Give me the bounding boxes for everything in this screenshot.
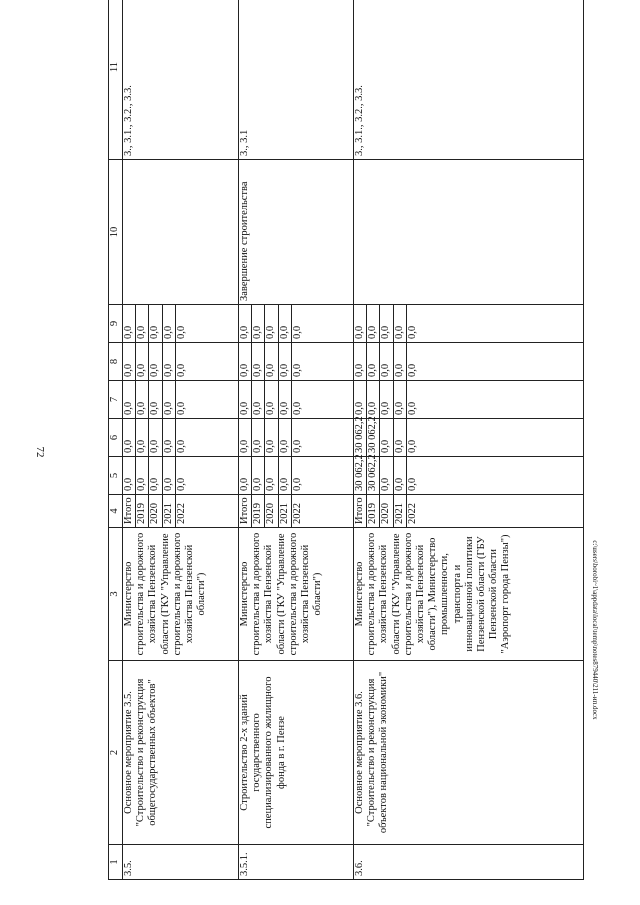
col-header-1: 1 bbox=[109, 845, 123, 880]
year: 2019 bbox=[136, 495, 149, 527]
value: 0,0 bbox=[354, 343, 367, 380]
value: 0,0 bbox=[252, 419, 265, 456]
value: 0,0 bbox=[123, 457, 136, 494]
value: 0,0 bbox=[123, 305, 136, 342]
value: 0,0 bbox=[406, 363, 418, 377]
expected-result: Завершение строительства bbox=[239, 160, 354, 305]
year: 2020 bbox=[380, 495, 393, 527]
col8-values bbox=[354, 343, 584, 381]
value: 0,0 bbox=[136, 381, 149, 418]
year: 2022 bbox=[406, 503, 418, 524]
year-total: Итого bbox=[239, 495, 252, 527]
value: 0,0 bbox=[163, 457, 176, 494]
value: 0,0 bbox=[123, 343, 136, 380]
value: 30 062,2 bbox=[354, 419, 367, 456]
value: 0,0 bbox=[239, 343, 252, 380]
value: 0,0 bbox=[394, 457, 407, 494]
value: 0,0 bbox=[163, 343, 176, 380]
value: 0,0 bbox=[149, 457, 162, 494]
value: 0,0 bbox=[279, 305, 292, 342]
value: 0,0 bbox=[175, 325, 187, 339]
value: 30 062,2 bbox=[354, 457, 367, 494]
value: 0,0 bbox=[380, 457, 393, 494]
col5-values bbox=[123, 457, 239, 495]
col9-values bbox=[354, 305, 584, 343]
year: 2021 bbox=[394, 495, 407, 527]
col7-values bbox=[354, 381, 584, 419]
value: 0,0 bbox=[123, 381, 136, 418]
rotated-table-wrapper bbox=[108, 15, 583, 880]
year-total: Итого bbox=[123, 495, 136, 527]
value: 30 062,2 bbox=[367, 419, 380, 456]
value: 0,0 bbox=[394, 419, 407, 456]
col9-values bbox=[239, 305, 354, 343]
year: 2019 bbox=[367, 495, 380, 527]
value: 0,0 bbox=[239, 419, 252, 456]
value: 30 062,2 bbox=[367, 457, 380, 494]
value: 0,0 bbox=[265, 381, 278, 418]
value: 0,0 bbox=[123, 419, 136, 456]
col8-values bbox=[123, 343, 239, 381]
value: 0,0 bbox=[406, 401, 418, 415]
value: 0,0 bbox=[149, 419, 162, 456]
col-header-3: 3 bbox=[109, 528, 123, 661]
value: 0,0 bbox=[291, 401, 303, 415]
col-header-9: 9 bbox=[109, 305, 123, 343]
value: 0,0 bbox=[354, 305, 367, 342]
table-row bbox=[239, 0, 354, 880]
years-cell bbox=[123, 495, 239, 528]
table-row bbox=[123, 0, 239, 880]
page-number: 72 bbox=[34, 446, 46, 458]
executor: Министерство строительства и дорожного хозяйства Пензенской области (ГКУ "Управление строительства и дорожного хозяйства Пензенской области") bbox=[239, 528, 354, 661]
value: 0,0 bbox=[239, 457, 252, 494]
value: 0,0 bbox=[406, 325, 418, 339]
expected-result bbox=[123, 160, 239, 305]
activity-name: Основное мероприятие 3.5. "Строительство и реконструкция общегосударственных объектов" bbox=[123, 661, 239, 845]
col6-values bbox=[354, 416, 584, 457]
value: 0,0 bbox=[175, 401, 187, 415]
value: 0,0 bbox=[380, 381, 393, 418]
value: 0,0 bbox=[367, 343, 380, 380]
value: 0,0 bbox=[394, 381, 407, 418]
value: 0,0 bbox=[265, 419, 278, 456]
value: 0,0 bbox=[279, 419, 292, 456]
value: 0,0 bbox=[367, 305, 380, 342]
col5-values bbox=[239, 457, 354, 495]
year: 2022 bbox=[291, 503, 303, 524]
value: 0,0 bbox=[354, 381, 367, 418]
col6-values bbox=[239, 419, 354, 457]
executor: Министерство строительства и дорожного хозяйства Пензенской области (ГКУ "Управление строительства и дорожного хозяйства Пензенской области") bbox=[123, 528, 239, 661]
value: 0,0 bbox=[367, 381, 380, 418]
value: 0,0 bbox=[291, 363, 303, 377]
value: 0,0 bbox=[252, 305, 265, 342]
executor: Министерство строительства и дорожного хозяйства Пензенской области (ГКУ "Управление строительства и дорожного хозяйства Пензенской области"), Министерство промышленности, транспорта и инновационной политики Пензенской области (ГБУ Пензенской области "Аэропорт города Пензы") bbox=[354, 528, 584, 661]
value: 0,0 bbox=[265, 457, 278, 494]
col5-values bbox=[354, 454, 584, 495]
value: 0,0 bbox=[279, 343, 292, 380]
col-header-8: 8 bbox=[109, 343, 123, 381]
value: 0,0 bbox=[149, 343, 162, 380]
value: 0,0 bbox=[175, 363, 187, 377]
value: 0,0 bbox=[252, 343, 265, 380]
indicator-link: 3., 3.1 bbox=[239, 0, 354, 160]
row-number: 3.5. bbox=[123, 845, 239, 880]
indicator-link: 3., 3.1., 3.2., 3.3. bbox=[123, 0, 239, 160]
year: 2022 bbox=[175, 503, 187, 524]
year: 2021 bbox=[163, 495, 176, 527]
value: 0,0 bbox=[279, 381, 292, 418]
value: 0,0 bbox=[239, 305, 252, 342]
value: 0,0 bbox=[149, 381, 162, 418]
value: 0,0 bbox=[265, 343, 278, 380]
years-cell bbox=[354, 495, 584, 528]
value: 0,0 bbox=[291, 439, 303, 453]
col6-values bbox=[123, 419, 239, 457]
value: 0,0 bbox=[394, 305, 407, 342]
expected-result bbox=[354, 160, 584, 305]
value: 0,0 bbox=[406, 477, 418, 491]
value: 0,0 bbox=[149, 305, 162, 342]
indicator-link: 3., 3.1., 3.2., 3.3. bbox=[354, 0, 584, 160]
col-header-6: 6 bbox=[109, 419, 123, 457]
activity-name: Основное мероприятие 3.6. "Строительство и реконструкция объектов национальной экономики" bbox=[354, 661, 584, 845]
row-number: 3.6. bbox=[354, 845, 584, 880]
value: 0,0 bbox=[175, 439, 187, 453]
value: 0,0 bbox=[239, 381, 252, 418]
activity-name: Строительство 2-х зданий государственного специализированного жилищного фонда в г. Пензе bbox=[239, 661, 354, 845]
col-header-10: 10 bbox=[109, 160, 123, 305]
value: 0,0 bbox=[136, 419, 149, 456]
value: 0,0 bbox=[291, 325, 303, 339]
header-row bbox=[109, 0, 123, 880]
value: 0,0 bbox=[265, 305, 278, 342]
table-row bbox=[354, 0, 584, 880]
program-table bbox=[108, 0, 584, 880]
value: 0,0 bbox=[252, 457, 265, 494]
col9-values bbox=[123, 305, 239, 343]
col7-values bbox=[123, 381, 239, 419]
value: 0,0 bbox=[136, 457, 149, 494]
col-header-2: 2 bbox=[109, 661, 123, 845]
year: 2019 bbox=[252, 495, 265, 527]
col-header-11: 11 bbox=[109, 0, 123, 160]
value: 0,0 bbox=[175, 477, 187, 491]
col8-values bbox=[239, 343, 354, 381]
col-header-5: 5 bbox=[109, 457, 123, 495]
value: 0,0 bbox=[380, 343, 393, 380]
value: 0,0 bbox=[163, 419, 176, 456]
value: 0,0 bbox=[163, 381, 176, 418]
col-header-4: 4 bbox=[109, 495, 123, 528]
value: 0,0 bbox=[279, 457, 292, 494]
value: 0,0 bbox=[252, 381, 265, 418]
year: 2021 bbox=[279, 495, 292, 527]
row-number: 3.5.1. bbox=[239, 845, 354, 880]
value: 0,0 bbox=[136, 343, 149, 380]
year-total: Итого bbox=[354, 495, 367, 527]
year: 2020 bbox=[149, 495, 162, 527]
year: 2020 bbox=[265, 495, 278, 527]
value: 0,0 bbox=[136, 305, 149, 342]
value: 0,0 bbox=[380, 305, 393, 342]
years-cell bbox=[239, 495, 354, 528]
col-header-7: 7 bbox=[109, 381, 123, 419]
value: 0,0 bbox=[380, 419, 393, 456]
file-path-footer: c:\users\borobi~1\appdata\local\temp\notes879440\211-ип.docx bbox=[591, 540, 599, 720]
value: 0,0 bbox=[163, 305, 176, 342]
col7-values bbox=[239, 381, 354, 419]
value: 0,0 bbox=[291, 477, 303, 491]
value: 0,0 bbox=[406, 439, 418, 453]
value: 0,0 bbox=[394, 343, 407, 380]
